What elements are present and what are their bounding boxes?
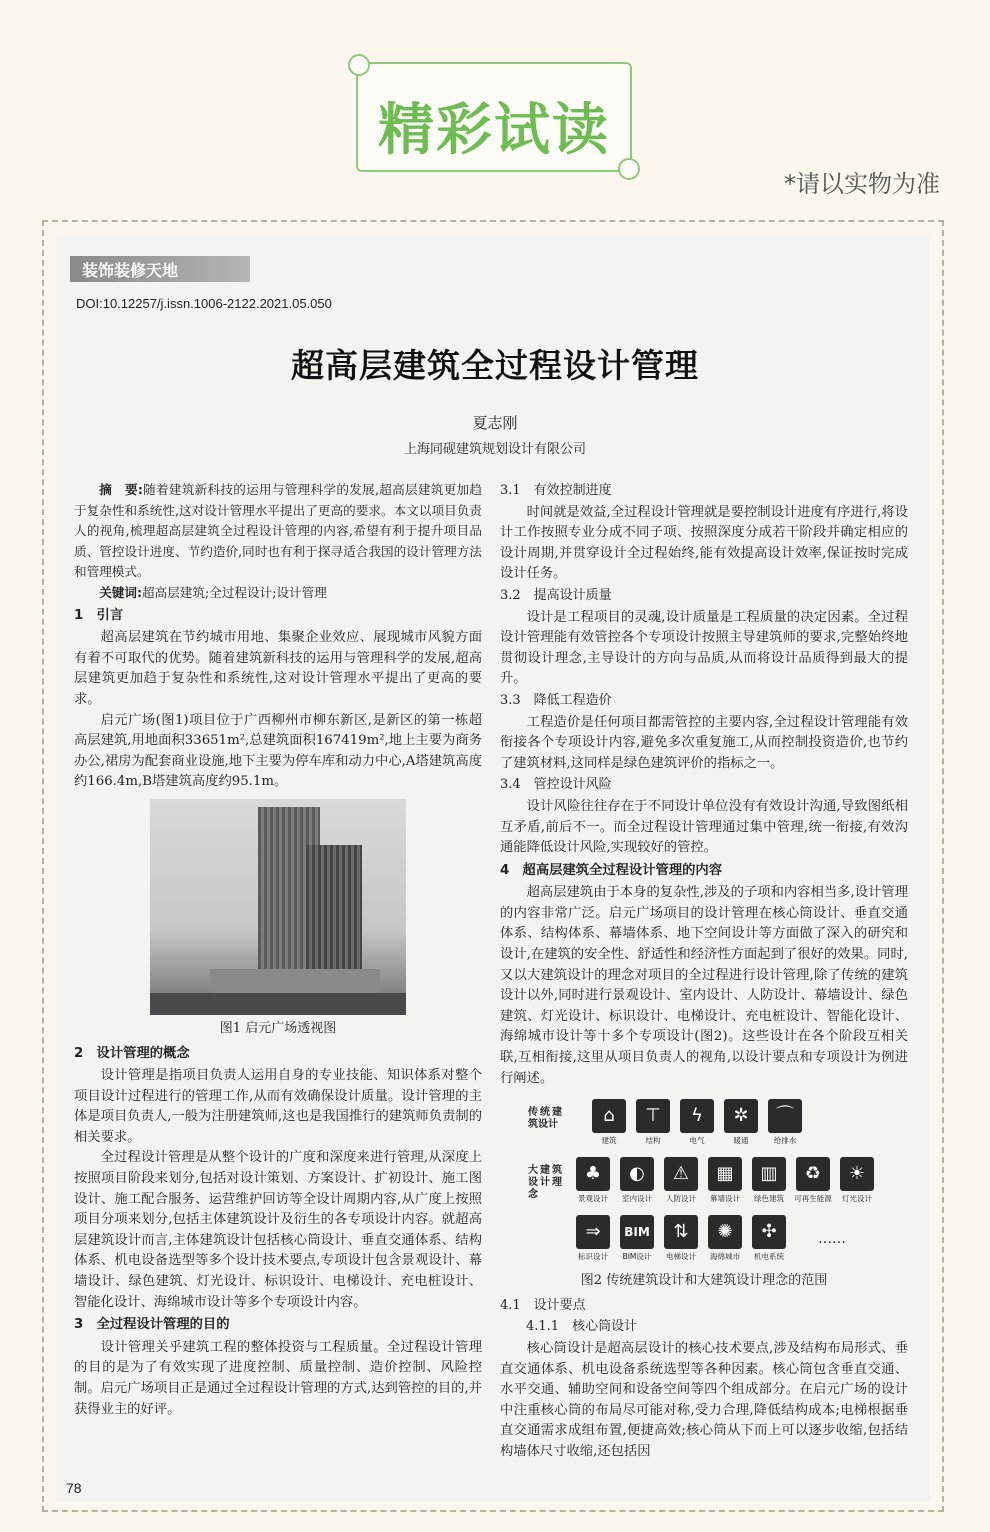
- tree-icon: ♣: [576, 1157, 610, 1191]
- article-title: 超高层建筑全过程设计管理: [291, 346, 699, 385]
- icon-label: 电气: [689, 1136, 705, 1146]
- icon-label: BIM设计: [622, 1252, 652, 1262]
- paragraph: 时间就是效益,全过程设计管理就是要控制设计进度有序进行,将设计工作按照专业分成不同子项、按照深度分成若干阶段并确定相应的设计周期,并贯穿设计全过程始终,能有效提高设计效率,保证按时完成设计任务。: [500, 504, 908, 582]
- icon-label: 机电系统: [754, 1252, 784, 1262]
- heading-3-4: 3.4 管控设计风险: [500, 777, 612, 793]
- paragraph: 设计管理是指项目负责人运用自身的专业技能、知识体系对整个项目设计过程进行的管理工作,从而有效确保设计质量。设计管理的主体是项目负责人,一般为注册建筑师,这也是我国推行的建筑师负责制的相关要求。: [74, 1068, 482, 1145]
- disclaimer-note: *请以实物为准: [784, 170, 940, 198]
- author: 夏志刚: [472, 414, 518, 432]
- ground: [150, 993, 406, 1015]
- faucet-icon: ⌒: [768, 1099, 802, 1133]
- icon-label: 室内设计: [622, 1194, 652, 1204]
- icon-label: 景观设计: [578, 1194, 608, 1204]
- more-ellipsis: ……: [818, 1231, 846, 1248]
- recycle-icon: ♻: [796, 1157, 830, 1191]
- abstract-text: 随着建筑新科技的运用与管理科学的发展,超高层建筑更加趋于复杂性和系统性,这对设计管理水平提出了更高的要求。本文以项目负责人的视角,梳理超高层建筑全过程设计管理的内容,希望有利于提升项目品质、管控设计进度、节约造价,同时也有利于探寻适合我国的设计管理方法和管理模式。: [74, 482, 482, 580]
- page-number: 78: [66, 1480, 82, 1496]
- paragraph: 工程造价是任何项目都需管控的主要内容,全过程设计管理能有效衔接各个专项设计内容,避免多次重复施工,从而控制投资造价,也节约了建筑材料,这同样是绿色建筑评价的指标之一。: [500, 714, 908, 771]
- icon-label: 绿色建筑: [754, 1194, 784, 1204]
- icon-label: 建筑: [601, 1136, 617, 1146]
- fan-icon: ✲: [724, 1099, 758, 1133]
- elevator-icon: ⇅: [664, 1215, 698, 1249]
- paragraph: 设计风险往往存在于不同设计单位没有有效设计沟通,导致图纸相互矛盾,前后不一。而全过程设计管理通过集中管理,统一衔接,有效沟通能降低设计风险,实现较好的管控。: [500, 798, 908, 856]
- left-column: [74, 480, 482, 1420]
- paragraph: 超高层建筑在节约城市用地、集聚企业效应、展现城市风貌方面有着不可取代的优势。随着建筑新科技的运用与管理科学的发展,超高层建筑更加趋于复杂性和系统性,这对设计管理水平提出了更高的要求。: [74, 630, 482, 707]
- sponge-city-icon: ✺: [708, 1215, 742, 1249]
- tower-b: [306, 845, 362, 975]
- lamp-icon: ◐: [620, 1157, 654, 1191]
- figure-1-photo: [150, 799, 406, 1015]
- keywords-label: 关键词:: [99, 584, 143, 600]
- row-label-traditional: 传统建筑设计: [528, 1107, 562, 1131]
- affiliation: 上海同砚建筑规划设计有限公司: [403, 442, 586, 457]
- banner-title: 精彩试读: [378, 98, 610, 163]
- icon-label: 结构: [645, 1136, 661, 1146]
- paragraph: 启元广场(图1)项目位于广西柳州市柳东新区,是新区的第一栋超高层建筑,用地面积33651m²,总建筑面积167419m²,地上主要为商务办公,裙房为配套商业设施,地下主要为停车库和动力中心,A塔建筑高度约166.4m,B塔建筑高度约95.1m。: [74, 712, 482, 790]
- paragraph: 全过程设计管理是从整个设计的广度和深度来进行管理,从深度上按照项目阶段来划分,包括对设计策划、方案设计、扩初设计、施工图设计、施工配合服务、运营维护回访等全设计周期内容,从广度上按照项目分项来划分,包括主体建筑设计及衍生的各专项设计内容。就超高层建筑设计而言,主体建筑设计包括核心筒设计、垂直交通体系、结构体系、机电设备选型等多个设计技术要点,专项设计包含景观设计、幕墙设计、绿色建筑、灯光设计、标识设计、电梯设计、充电桩设计、智能化设计、海绵城市设计等多个专项设计内容。: [74, 1150, 482, 1310]
- paragraph: 设计是工程项目的灵魂,设计质量是工程质量的决定因素。全过程设计管理能有效管控各个专项设计按照主导建筑师的要求,完整始终地贯彻设计理念,主导设计的方向与品质,从而将设计品质得到最大的提升。: [500, 609, 908, 687]
- curtain-wall-icon: ▦: [708, 1157, 742, 1191]
- sign-icon: ⇒: [576, 1215, 610, 1249]
- figure-2-diagram: [500, 1093, 908, 1269]
- heading-3-1: 3.1 有效控制进度: [500, 483, 612, 498]
- keywords: [74, 583, 482, 604]
- heading-3: 3 全过程设计管理的目的: [74, 1317, 230, 1333]
- icon-label: 给排水: [773, 1136, 797, 1146]
- paragraph: 设计管理关乎建筑工程的整体投资与工程质量。全过程设计管理的目的是为了有效实现了进度控制、质量控制、造价控制、风险控制。启元广场项目正是通过全过程设计管理的方式,达到管控的目的,并获得业主的好评。: [74, 1339, 482, 1417]
- shelter-icon: ⚠: [664, 1157, 698, 1191]
- doi: DOI:10.12257/j.issn.1006-2122.2021.05.050: [76, 296, 332, 311]
- section-label: 装饰装修天地: [82, 261, 179, 280]
- paragraph: 核心筒设计是超高层设计的核心技术要点,涉及结构布局形式、垂直交通体系、机电设备系统选型等各种因素。核心筒包含垂直交通、水平交通、辅助空间和设备空间等四个组成部分。在启元广场的设计中注重核心筒的布局尽可能对称,受力合理,降低结构成本;电梯根据垂直交通需求成组布置,便捷高效;核心筒从下而上可以逐步收缩,包括结构墙体尺寸收缩,还包括因: [500, 1341, 908, 1459]
- icon-label: 幕墙设计: [710, 1194, 740, 1204]
- icon-label: 海绵城市: [710, 1252, 740, 1262]
- icon-label: 电梯设计: [666, 1252, 696, 1262]
- icon-label: 灯光设计: [842, 1194, 872, 1204]
- abstract-label: 摘 要:: [99, 482, 143, 497]
- icon-label: 暖通: [733, 1136, 749, 1146]
- heading-4: 4 超高层建筑全过程设计管理的内容: [500, 862, 723, 878]
- preview-banner: [356, 62, 632, 172]
- abstract: [74, 480, 482, 583]
- bim-icon: BIM: [620, 1215, 654, 1249]
- podium: [210, 969, 380, 995]
- mep-icon: ✣: [752, 1215, 786, 1249]
- heading-3-2: 3.2 提高设计质量: [500, 587, 612, 603]
- paragraph: 超高层建筑由于本身的复杂性,涉及的子项和内容相当多,设计管理的内容非常广泛。启元广场项目的设计管理在核心筒设计、垂直交通体系、结构体系、幕墙体系、地下空间设计等方面做了深入的研究和设计,在建筑的安全性、舒适性和经济性方面起到了很好的效果。同时,又以大建筑设计的理念对项目的全过程进行设计管理,除了传统的建筑设计以外,同时进行景观设计、室内设计、人防设计、幕墙设计、绿色建筑、灯光设计、标识设计、电梯设计、充电桩设计、智能化设计、海绵城市设计等十多个专项设计(图2)。这些设计在各个阶段互相关联,互相衔接,这里从项目负责人的视角,以设计要点和专项设计为例进行阐述。: [500, 885, 908, 1086]
- heading-3-3: 3.3 降低工程造价: [500, 692, 612, 708]
- electric-icon: ϟ: [680, 1099, 714, 1133]
- heading-2: 2 设计管理的概念: [74, 1045, 190, 1061]
- building-icon: ⌂: [592, 1099, 626, 1133]
- figure-2-caption: 图2 传统建筑设计和大建筑设计理念的范围: [580, 1273, 828, 1289]
- icon-label: 标识设计: [578, 1252, 608, 1262]
- bulb-icon: ☀: [840, 1157, 874, 1191]
- icon-label: 人防设计: [666, 1194, 696, 1204]
- icon-label: 可再生能源: [794, 1194, 832, 1204]
- crane-icon: ⊤: [636, 1099, 670, 1133]
- heading-4-1: 4.1 设计要点: [500, 1297, 586, 1313]
- heading-4-1-1: 4.1.1 核心筒设计: [526, 1319, 638, 1335]
- row-label-big-design: 大建筑设计理念: [528, 1165, 562, 1201]
- keywords-text: 超高层建筑;全过程设计;设计管理: [142, 584, 327, 600]
- figure-1-caption: 图1 启元广场透视图: [219, 1020, 337, 1036]
- heading-1: 1 引言: [74, 607, 124, 623]
- right-column: [500, 480, 908, 1463]
- green-building-icon: ▥: [752, 1157, 786, 1191]
